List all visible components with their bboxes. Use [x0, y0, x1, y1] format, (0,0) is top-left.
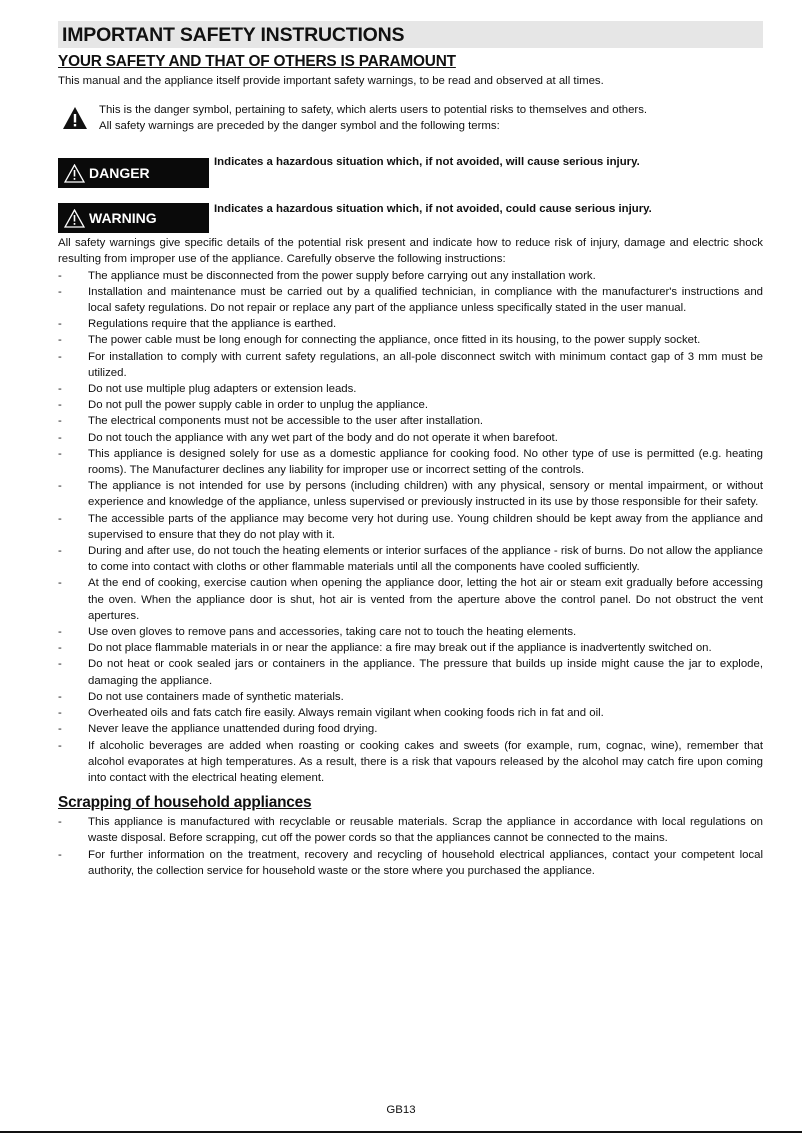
symbol-text-line1: This is the danger symbol, pertaining to safety, which alerts users to potential risks to themselves and others. [99, 104, 648, 117]
list-item: -This appliance is manufactured with recyclable or reusable materials. Scrap the appliance in accordance with local regulations on waste disposal. Before scrapping, cut off the power cords so that the appliances cannot be connected to the mains. [58, 816, 763, 845]
list-item: -Do not heat or cook sealed jars or containers in the appliance. The pressure that builds up inside might cause the jar to explode, damaging the appliance. [58, 658, 763, 687]
list-item: -Use oven gloves to remove pans and accessories, taking care not to touch the heating elements. [58, 626, 577, 639]
list-item: -The electrical components must not be accessible to the user after installation. [58, 415, 484, 428]
list-item: -During and after use, do not touch the heating elements or interior surfaces of the appliance - risk of burns. Do not allow the appliance to come into contact with cloths or other flammable materials until all the components have cooled sufficiently. [58, 545, 763, 574]
warning-triangle-icon [64, 209, 85, 228]
list-item: -If alcoholic beverages are added when roasting or cooking cakes and sweets (for example, rum, cognac, wine), remember that alcohol evaporates at high temperatures. As a result, there is a risk that vapours released by the alcohol may catch fire upon coming into contact with the electrical heating element. [58, 739, 763, 784]
list-item: -Do not use containers made of synthetic materials. [58, 690, 344, 703]
list-item: -For further information on the treatment, recovery and recycling of household electrical appliances, contact your competent local authority, the collection service for household waste or the store where you purchased the appliance. [58, 848, 763, 877]
instruction-list [58, 268, 763, 787]
warning-badge [58, 203, 209, 233]
symbol-text-line2: All safety warnings are preceded by the danger symbol and the following terms: [99, 120, 500, 133]
section-subtitle: YOUR SAFETY AND THAT OF OTHERS IS PARAMOUNT [58, 53, 456, 70]
list-item: -Do not touch the appliance with any wet part of the body and do not operate it when barefoot. [58, 431, 558, 444]
list-item: -At the end of cooking, exercise caution when opening the appliance door, letting the hot air or steam exit gradually before accessing the oven. When the appliance door is shut, hot air is vented from the aperture above the control panel. Do not obstruct the vent apertures. [58, 577, 763, 622]
scrapping-list [58, 814, 763, 879]
list-item: -The accessible parts of the appliance may become very hot during use. Young children should be kept away from the appliance and supervised to ensure that they do not play with it. [58, 512, 763, 541]
warning-label: WARNING [89, 210, 157, 227]
safety-instructions [58, 235, 763, 786]
intro-paragraph: This manual and the appliance itself provide important safety warnings, to be read and observed at all times. [58, 75, 604, 87]
danger-description: Indicates a hazardous situation which, if not avoided, will cause serious injury. [214, 156, 640, 169]
instructions-intro: All safety warnings give specific details of the potential risk present and indicate how to reduce risk of injury, damage and electric shock resulting from improper use of the appliance. Carefully observe the following instructions: [58, 237, 763, 266]
warning-triangle-icon [64, 164, 85, 183]
list-item: -The appliance must be disconnected from the power supply before carrying out any installation work. [58, 269, 596, 282]
page-title: IMPORTANT SAFETY INSTRUCTIONS [58, 21, 763, 48]
list-item: -Regulations require that the appliance is earthed. [58, 318, 337, 331]
danger-label: DANGER [89, 165, 150, 182]
list-item: -Do not use multiple plug adapters or extension leads. [58, 383, 357, 396]
footer-divider [0, 1131, 802, 1133]
danger-symbol-explanation [58, 102, 763, 152]
warning-description: Indicates a hazardous situation which, if not avoided, could cause serious injury. [214, 203, 652, 216]
list-item: -For installation to comply with current safety regulations, an all-pole disconnect switch with minimum contact gap of 3 mm must be utilized. [58, 350, 763, 379]
term-warning [58, 203, 763, 233]
page-number: GB13 [386, 1104, 416, 1116]
term-danger [58, 158, 763, 188]
scrapping-section [58, 814, 763, 879]
list-item: -This appliance is designed solely for use as a domestic appliance for cooking food. No other type of use is permitted (e.g. heating rooms). The Manufacturer declines any liability for improper use or incorrect setting of the controls. [58, 447, 763, 477]
safety-page [58, 21, 763, 879]
list-item: -Do not pull the power supply cable in order to unplug the appliance. [58, 399, 429, 412]
danger-badge [58, 158, 209, 188]
list-item: -Never leave the appliance unattended during food drying. [58, 723, 378, 736]
scrapping-title: Scrapping of household appliances [58, 794, 312, 812]
warning-triangle-icon [62, 106, 88, 130]
list-item: -The power cable must be long enough for connecting the appliance, once fitted in its housing, to the power supply socket. [58, 334, 701, 347]
list-item: -Do not place flammable materials in or near the appliance: a fire may break out if the appliance is inadvertently switched on. [58, 642, 712, 655]
list-item: -The appliance is not intended for use by persons (including children) with any physical, sensory or mental impairment, or without experience and knowledge of the appliance, unless supervised or previously instructed in its use by those responsible for their safety. [58, 480, 763, 509]
list-item: -Installation and maintenance must be carried out by a qualified technician, in compliance with the manufacturer's instructions and local safety regulations. Do not repair or replace any part of the appliance unless specifically stated in the user manual. [58, 285, 763, 315]
list-item: -Overheated oils and fats catch fire easily. Always remain vigilant when cooking foods rich in fat and oil. [58, 707, 604, 720]
